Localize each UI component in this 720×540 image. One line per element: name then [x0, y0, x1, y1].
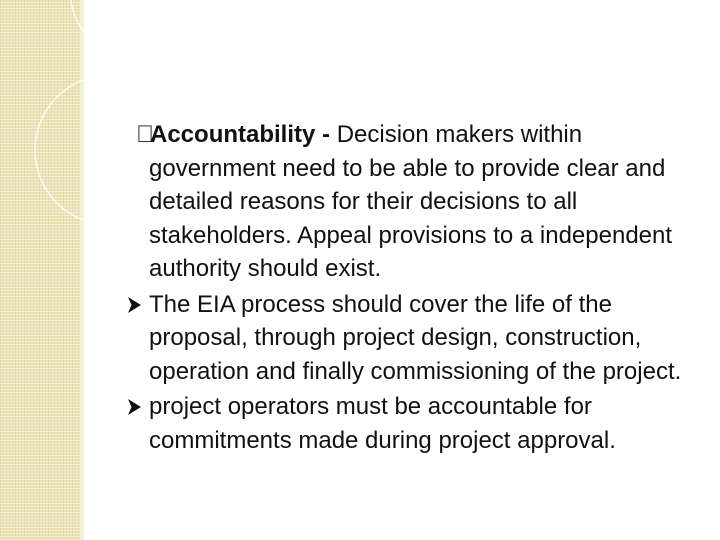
- arrowhead-bullet-icon: [125, 390, 145, 423]
- slide-body: [136, 118, 706, 457]
- bullet-project-operators: [136, 390, 706, 457]
- bullet-text: project operators must be accountable for commitments made during project approval.: [149, 393, 616, 454]
- paragraph-text: Decision makers within government need to be able to provide clear and detailed reasons for their decisions to all stakeholders. Appeal provisions to a independent authority should exist.: [149, 121, 673, 282]
- bullet-eia-process: [136, 288, 706, 389]
- term-heading: Accountability: [150, 121, 316, 148]
- paragraph-accountability: [136, 118, 706, 286]
- missing-glyph-icon: [136, 118, 150, 152]
- term-separator: -: [315, 121, 337, 148]
- arrowhead-bullet-icon: [125, 288, 145, 321]
- bullet-text: The EIA process should cover the life of the proposal, through project design, construction, operation and finally commissioning of the project.: [149, 290, 682, 385]
